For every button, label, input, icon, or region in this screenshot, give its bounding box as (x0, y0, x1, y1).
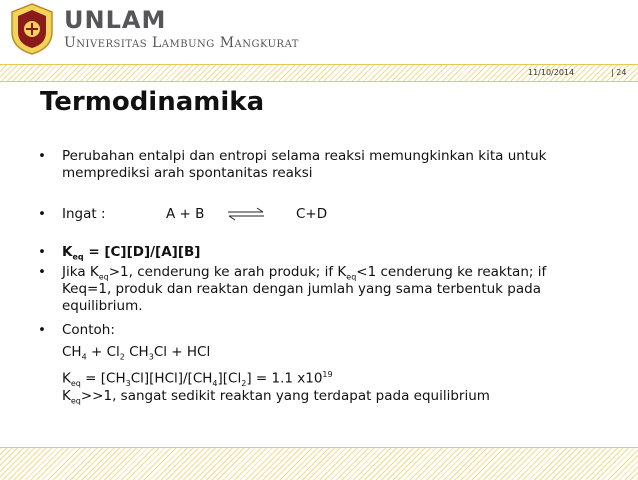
university-seal-icon (8, 2, 56, 56)
jika-line1: Jika $K_{eq}>1$, cenderung ke arah produk; if $K_{eq}<1$ cenderung ke reaktan; if (62, 264, 547, 282)
reaction-equation: $CH_4 + Cl_2$ $CH_3Cl$ + HCl (62, 344, 211, 362)
jika-line3: equilibrium. (62, 298, 143, 314)
brand-name: UNLAM (64, 6, 167, 34)
bullet-icon: • (38, 206, 46, 222)
slide-header (0, 0, 638, 60)
ingat-products: C+D (296, 206, 328, 222)
bullet-icon: • (38, 264, 46, 280)
bullet1-line1: Perubahan entalpi dan entropi selama reaksi memungkinkan kita untuk (62, 148, 547, 164)
bullet-icon: • (38, 244, 46, 260)
keq-expression: $K_{eq} = [CH_3Cl][HCl]/[CH_4][Cl_2] = 1.1$ $x10^{19}$ (62, 370, 333, 389)
equilibrium-arrow-icon (227, 207, 265, 221)
slide-title: Termodinamika (40, 87, 265, 117)
contoh-label: Contoh: (62, 322, 115, 338)
bullet-icon: • (38, 322, 46, 338)
jika-line2: Keq=1, produk dan reaktan dengan jumlah yang sama terbentuk pada (62, 281, 541, 297)
university-name: Universitas Lambung Mangkurat (64, 35, 299, 51)
slide-page-number: | 24 (611, 68, 627, 77)
ingat-reactants: A + B (166, 206, 205, 222)
footer-stripe (0, 447, 638, 480)
ingat-label: Ingat : (62, 206, 106, 222)
bullet1-line2: memprediksi arah spontanitas reaksi (62, 165, 313, 181)
slide-date: 11/10/2014 (528, 68, 575, 77)
bullet-icon: • (38, 148, 46, 164)
keq-conclusion: $K_{eq}>>1$, sangat sedikit reaktan yang terdapat pada equilibrium (62, 388, 490, 406)
keq-definition: $K_{eq} = [C][D]/[A][B]$ (62, 244, 201, 262)
